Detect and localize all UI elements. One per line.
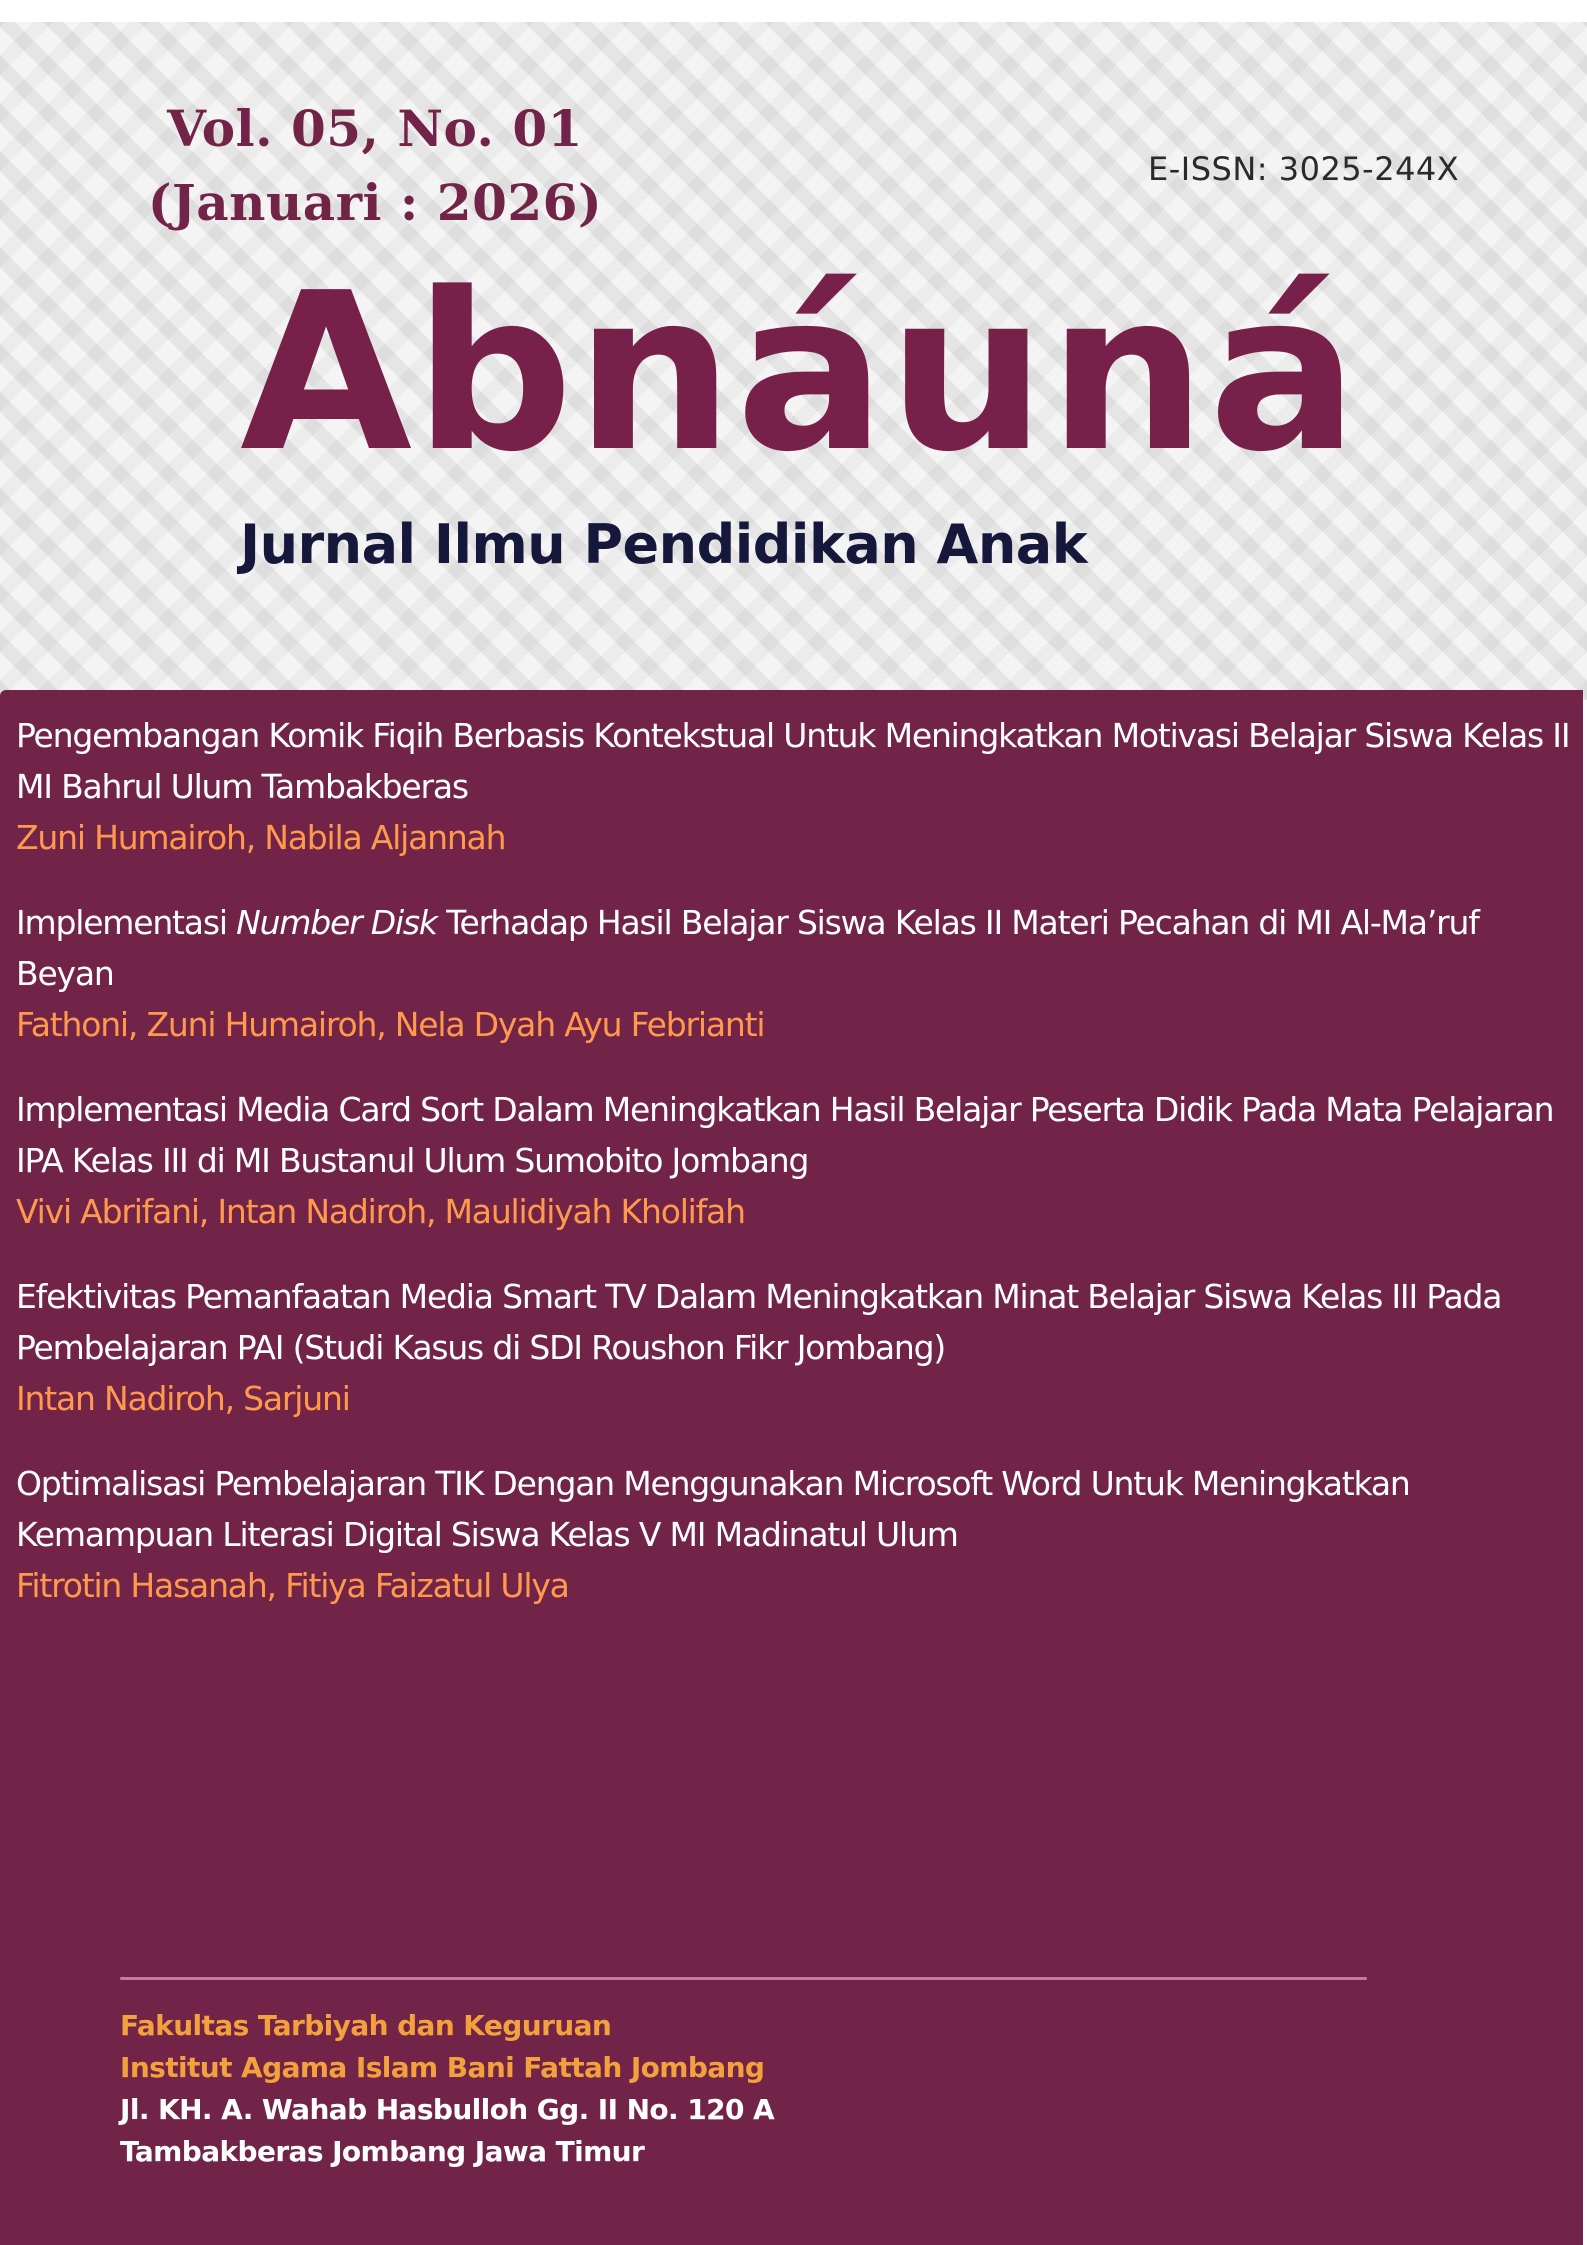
- article-authors: Zuni Humairoh, Nabila Aljannah: [16, 818, 506, 857]
- article-authors: Intan Nadiroh, Sarjuni: [16, 1379, 350, 1418]
- address-line-1: Jl. KH. A. Wahab Hasbulloh Gg. II No. 120 A: [120, 2093, 775, 2126]
- footer-divider: [120, 1977, 1367, 1980]
- article-title: Implementasi Number Disk Terhadap Hasil Belajar Siswa Kelas II Materi Pecahan di MI Al-Ma’ruf Beyan: [16, 903, 1479, 993]
- journal-logo: [240, 247, 1361, 500]
- institute-name: Institut Agama Islam Bani Fattah Jombang: [120, 2051, 765, 2084]
- volume-number: Vol. 05, No. 01: [167, 99, 583, 158]
- article-list: [16, 710, 1576, 1645]
- article-authors: Fitrotin Hasanah, Fitiya Faizatul Ulya: [16, 1566, 569, 1605]
- article-item: [16, 897, 1576, 1050]
- article-item: [16, 1271, 1576, 1424]
- article-title: Pengembangan Komik Fiqih Berbasis Kontekstual Untuk Meningkatkan Motivasi Belajar Siswa Kelas II MI Bahrul Ulum Tambakberas: [16, 716, 1570, 806]
- article-item: [16, 1458, 1576, 1611]
- article-item: [16, 710, 1576, 863]
- article-authors: Fathoni, Zuni Humairoh, Nela Dyah Ayu Febrianti: [16, 1005, 765, 1044]
- issn-label: E-ISSN: 3025-244X: [1148, 150, 1460, 188]
- issue-info: [95, 92, 655, 240]
- article-title: Efektivitas Pemanfaatan Media Smart TV Dalam Meningkatkan Minat Belajar Siswa Kelas III Pada Pembelajaran PAI (Studi Kasus di SDI Roushon Fikr Jombang): [16, 1277, 1502, 1367]
- journal-subtitle: Jurnal Ilmu Pendidikan Anak: [240, 513, 1088, 576]
- article-title: Optimalisasi Pembelajaran TIK Dengan Menggunakan Microsoft Word Untuk Meningkatkan Kemampuan Literasi Digital Siswa Kelas V MI Madinatul Ulum: [16, 1464, 1410, 1554]
- issue-date: (Januari : 2026): [147, 173, 603, 232]
- publisher-info: [120, 2005, 1020, 2173]
- address-line-2: Tambakberas Jombang Jawa Timur: [120, 2135, 645, 2168]
- faculty-name: Fakultas Tarbiyah dan Keguruan: [120, 2009, 612, 2042]
- edge-strip: [1583, 1945, 1587, 2040]
- article-item: [16, 1084, 1576, 1237]
- article-title: Implementasi Media Card Sort Dalam Meningkatkan Hasil Belajar Peserta Didik Pada Mata Pelajaran IPA Kelas III di MI Bustanul Ulum Sumobito Jombang: [16, 1090, 1554, 1180]
- journal-name: Abnáuná: [240, 247, 1361, 500]
- article-authors: Vivi Abrifani, Intan Nadiroh, Maulidiyah Kholifah: [16, 1192, 745, 1231]
